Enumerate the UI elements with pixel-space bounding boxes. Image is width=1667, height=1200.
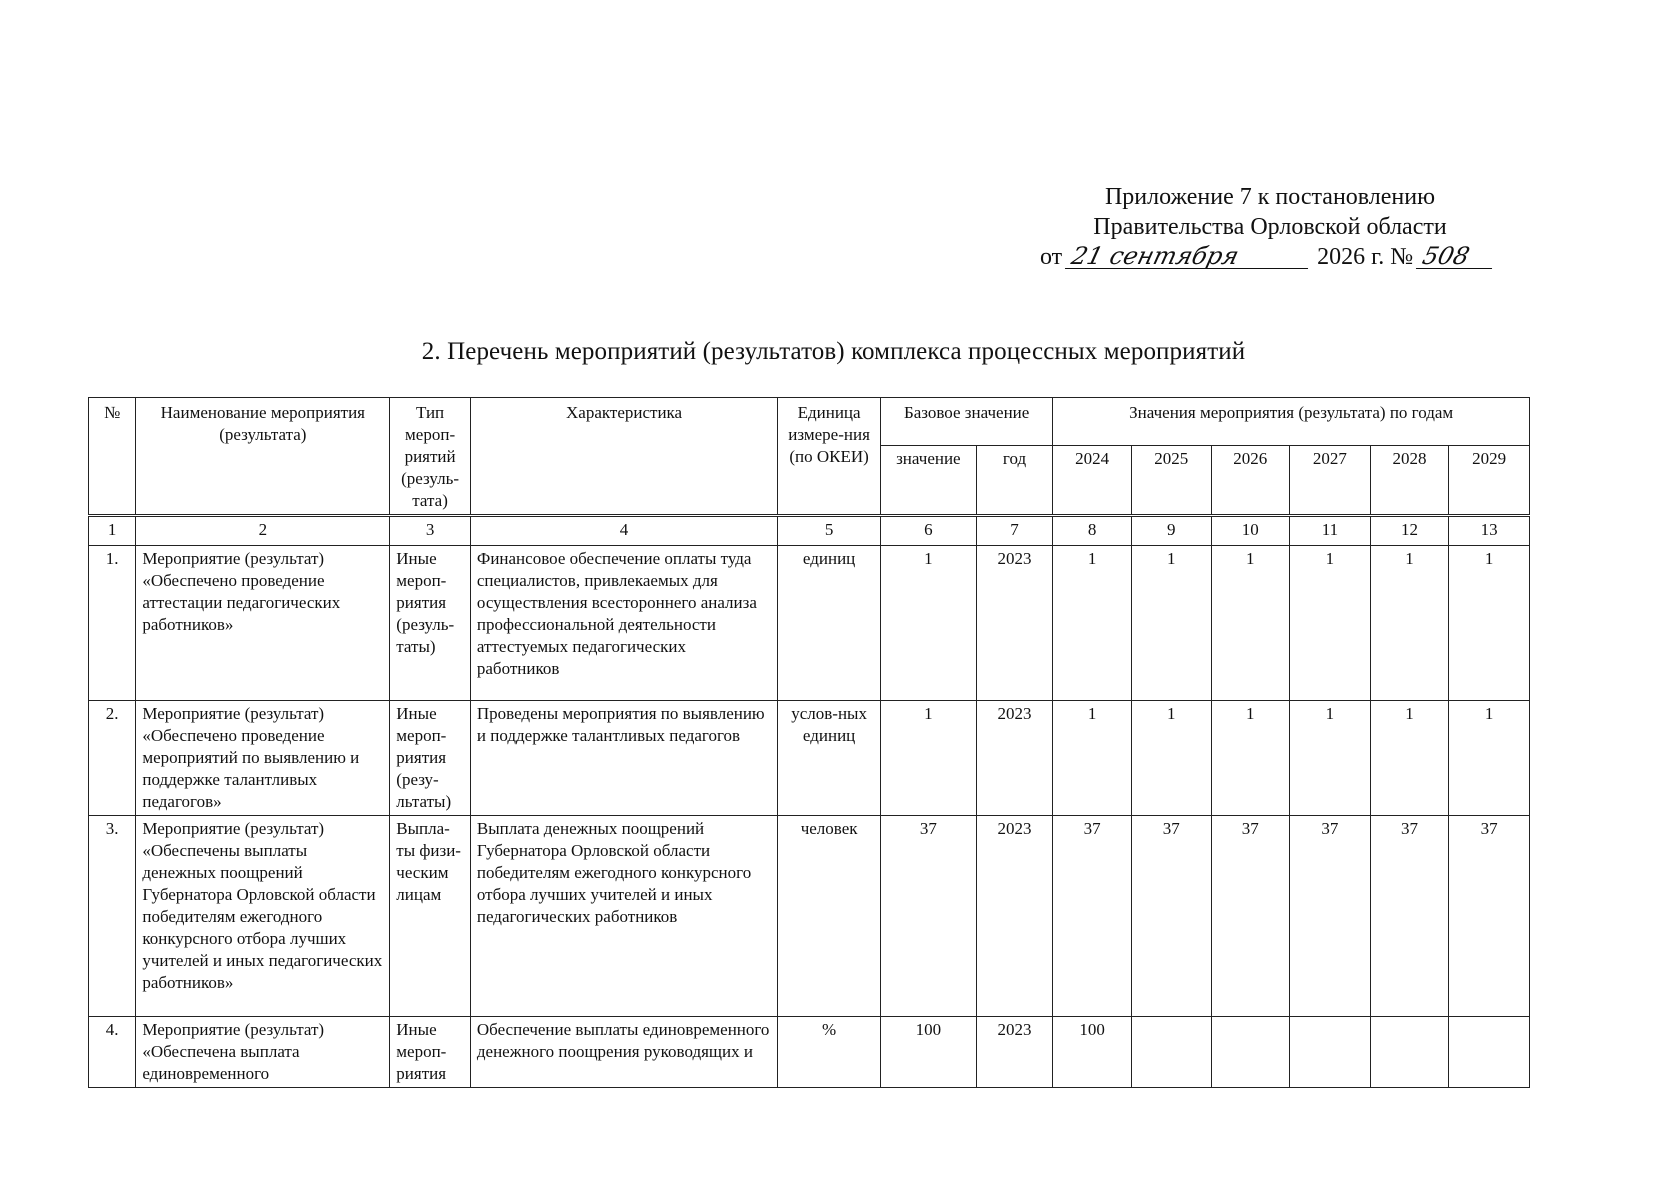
row-num: 2.: [89, 701, 136, 816]
row-base-year: 2023: [976, 546, 1053, 701]
col-number: 5: [778, 516, 881, 546]
row-base-year: 2023: [976, 701, 1053, 816]
row-year-2026: 37: [1211, 816, 1290, 1017]
row-num: 1.: [89, 546, 136, 701]
row-year-2027: 1: [1290, 701, 1371, 816]
col-num-header: №: [89, 398, 136, 516]
row-year-2029: [1449, 1017, 1530, 1088]
appendix-line-2: Правительства Орловской области: [1093, 214, 1447, 240]
row-name: Мероприятие (результат) «Обеспечены выплаты денежных поощрений Губернатора Орловской области победителям ежегодного конкурсного отбора лучших учителей и иных педагогических работников»: [136, 816, 390, 1017]
row-year-2029: 37: [1449, 816, 1530, 1017]
row-base-year: 2023: [976, 816, 1053, 1017]
row-year-2025: 1: [1131, 546, 1211, 701]
row-year-2028: 1: [1370, 546, 1449, 701]
row-base-value: 100: [881, 1017, 977, 1088]
row-base-year: 2023: [976, 1017, 1053, 1088]
col-name-header: Наименование мероприятия (результата): [136, 398, 390, 516]
column-number-row: [89, 516, 1530, 546]
year-and-number-label: 2026 г. №: [1317, 244, 1414, 270]
row-unit: услов-ных единиц: [778, 701, 881, 816]
col-number: 10: [1211, 516, 1290, 546]
col-year-2024-header: 2024: [1053, 446, 1132, 516]
col-base-value-header: Базовое значение: [881, 398, 1053, 446]
col-number: 6: [881, 516, 977, 546]
row-unit: человек: [778, 816, 881, 1017]
row-year-2026: 1: [1211, 546, 1290, 701]
row-year-2027: 37: [1290, 816, 1371, 1017]
row-year-2024: 1: [1053, 546, 1132, 701]
col-year-2028-header: 2028: [1370, 446, 1449, 516]
handwritten-number: 508: [1416, 244, 1498, 269]
table-row: [89, 701, 1530, 816]
header-row-1: [89, 398, 1530, 446]
col-number: 8: [1053, 516, 1132, 546]
row-year-2025: 1: [1131, 701, 1211, 816]
col-number: 4: [470, 516, 777, 546]
prefix-ot: от: [1040, 244, 1063, 270]
row-name: Мероприятие (результат) «Обеспечено проведение мероприятий по выявлению и поддержке талантливых педагогов»: [136, 701, 390, 816]
col-year-2026-header: 2026: [1211, 446, 1290, 516]
row-year-2028: [1370, 1017, 1449, 1088]
row-type: Иные мероп-риятия: [390, 1017, 471, 1088]
row-characteristic: Финансовое обеспечение оплаты туда специалистов, привлекаемых для осуществления всестороннего анализа профессиональной деятельности аттестуемых педагогических работников: [470, 546, 777, 701]
row-year-2024: 37: [1053, 816, 1132, 1017]
appendix-line-1: Приложение 7 к постановлению: [1104, 184, 1436, 210]
row-base-value: 1: [881, 546, 977, 701]
row-year-2024: 1: [1053, 701, 1132, 816]
table-row: [89, 1017, 1530, 1088]
col-number: 9: [1131, 516, 1211, 546]
col-year-2027-header: 2027: [1290, 446, 1371, 516]
row-unit: единиц: [778, 546, 881, 701]
appendix-header: [1020, 182, 1520, 272]
row-year-2027: 1: [1290, 546, 1371, 701]
row-base-value: 1: [881, 701, 977, 816]
col-base-val-header: значение: [881, 446, 977, 516]
row-characteristic: Выплата денежных поощрений Губернатора Орловской области победителям ежегодного конкурсного отбора лучших учителей и иных педагогических работников: [470, 816, 777, 1017]
row-characteristic: Обеспечение выплаты единовременного денежного поощрения руководящих и: [470, 1017, 777, 1088]
col-years-group-header: Значения мероприятия (результата) по годам: [1053, 398, 1530, 446]
col-number: 3: [390, 516, 471, 546]
col-number: 7: [976, 516, 1053, 546]
row-type: Иные мероп-риятия (резуль-таты): [390, 546, 471, 701]
col-number: 13: [1449, 516, 1530, 546]
col-unit-header: Единица измере-ния (по ОКЕИ): [778, 398, 881, 516]
row-year-2025: 37: [1131, 816, 1211, 1017]
col-base-year-header: год: [976, 446, 1053, 516]
row-type: Выпла-ты физи-ческим лицам: [390, 816, 471, 1017]
row-year-2025: [1131, 1017, 1211, 1088]
row-num: 3.: [89, 816, 136, 1017]
col-type-header: Тип мероп-риятий (резуль-тата): [390, 398, 471, 516]
row-base-value: 37: [881, 816, 977, 1017]
row-unit: %: [778, 1017, 881, 1088]
col-year-2029-header: 2029: [1449, 446, 1530, 516]
col-number: 1: [89, 516, 136, 546]
table-row: [89, 546, 1530, 701]
row-year-2029: 1: [1449, 546, 1530, 701]
measures-table: [88, 397, 1530, 1088]
col-number: 11: [1290, 516, 1371, 546]
row-name: Мероприятие (результат) «Обеспечена выплата единовременного: [136, 1017, 390, 1088]
row-name: Мероприятие (результат) «Обеспечено проведение аттестации педагогических работников»: [136, 546, 390, 701]
handwritten-date: 21 сентября: [1065, 244, 1314, 269]
row-year-2026: 1: [1211, 701, 1290, 816]
appendix-line-3: [1020, 242, 1520, 272]
col-year-2025-header: 2025: [1131, 446, 1211, 516]
col-number: 2: [136, 516, 390, 546]
row-year-2028: 37: [1370, 816, 1449, 1017]
document-title: 2. Перечень мероприятий (результатов) комплекса процессных мероприятий: [421, 338, 1246, 365]
table-row: [89, 816, 1530, 1017]
row-characteristic: Проведены мероприятия по выявлению и поддержке талантливых педагогов: [470, 701, 777, 816]
row-year-2024: 100: [1053, 1017, 1132, 1088]
row-year-2029: 1: [1449, 701, 1530, 816]
row-num: 4.: [89, 1017, 136, 1088]
row-type: Иные мероп-риятия (резу-льтаты): [390, 701, 471, 816]
col-number: 12: [1370, 516, 1449, 546]
col-characteristic-header: Характеристика: [470, 398, 777, 516]
row-year-2026: [1211, 1017, 1290, 1088]
row-year-2027: [1290, 1017, 1371, 1088]
row-year-2028: 1: [1370, 701, 1449, 816]
